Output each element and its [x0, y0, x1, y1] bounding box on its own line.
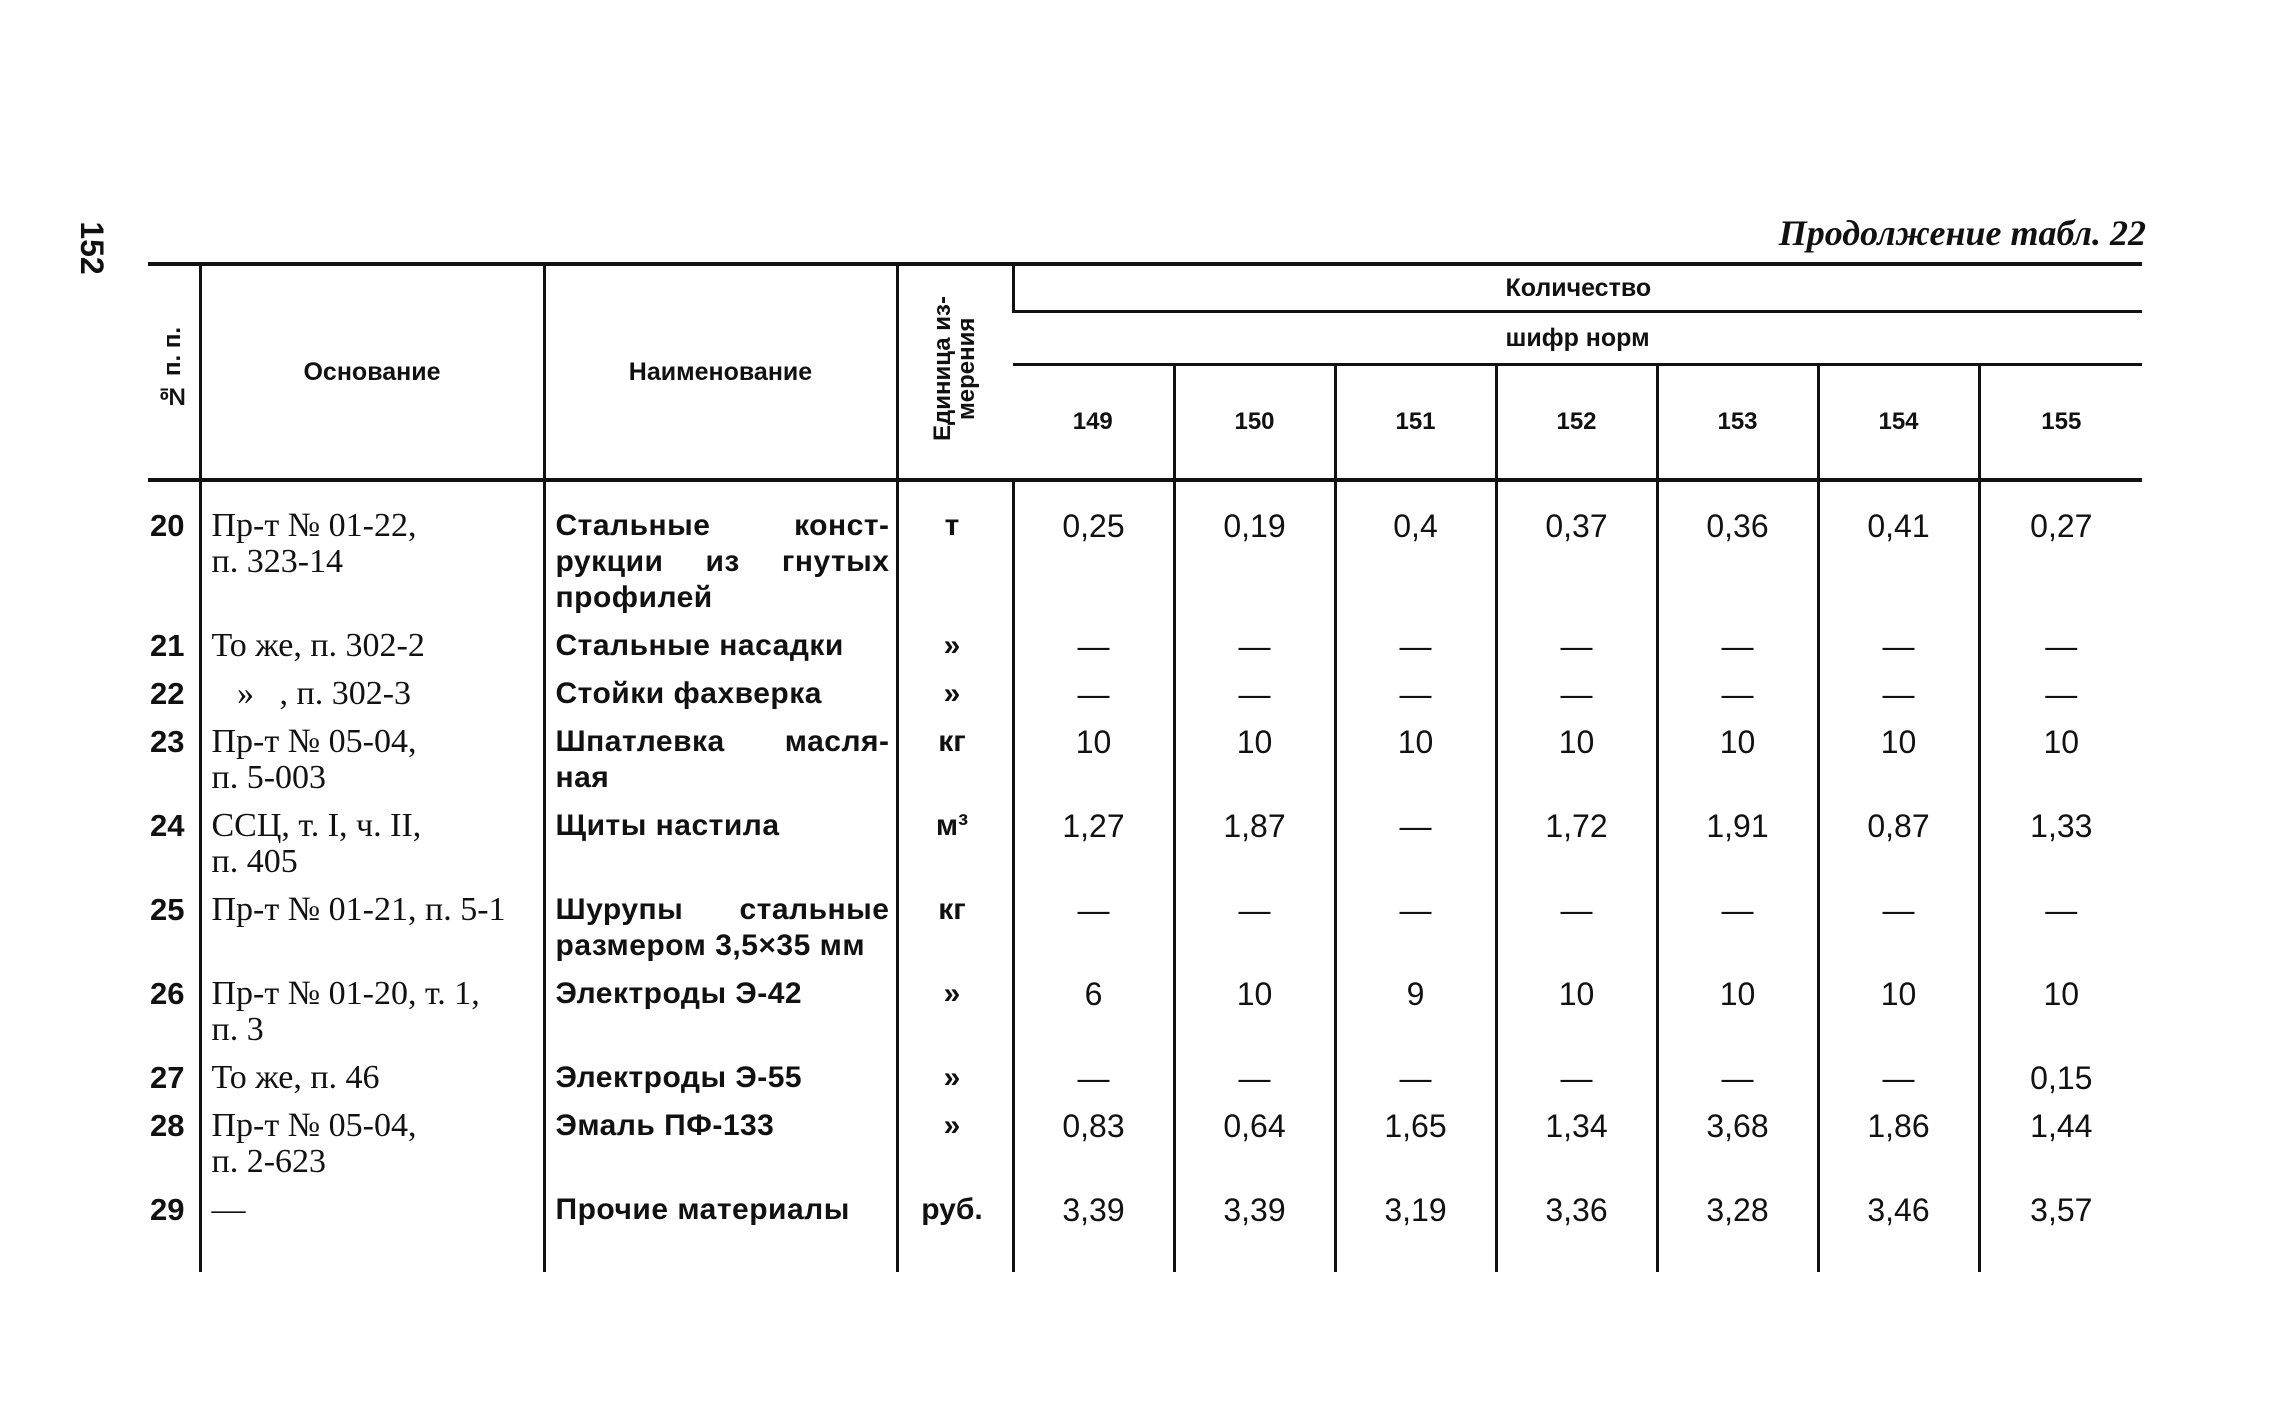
row-value-149: 1,27	[1013, 800, 1174, 884]
row-value-154: —	[1818, 884, 1979, 968]
row-base: —	[200, 1184, 544, 1232]
row-value-154: —	[1818, 620, 1979, 668]
row-value-153: —	[1657, 1052, 1818, 1100]
row-value-152: —	[1496, 1052, 1657, 1100]
row-value-149: 3,39	[1013, 1184, 1174, 1232]
row-unit: »	[897, 668, 1013, 716]
header-code-153: 153	[1657, 365, 1818, 481]
row-base: То же, п. 302-2	[200, 620, 544, 668]
row-value-151: 10	[1335, 716, 1496, 800]
row-value-152: 3,36	[1496, 1184, 1657, 1232]
row-value-150: 10	[1174, 968, 1335, 1052]
row-value-155: 10	[1979, 968, 2142, 1052]
row-value-150: —	[1174, 668, 1335, 716]
row-value-150: 10	[1174, 716, 1335, 800]
page-number: 152	[74, 221, 111, 275]
row-name: Электроды Э-42	[544, 968, 897, 1052]
row-base: То же, п. 46	[200, 1052, 544, 1100]
row-unit: »	[897, 1100, 1013, 1184]
row-number: 25	[150, 892, 185, 927]
table-spacer-cell	[1174, 1232, 1335, 1272]
row-value-154: 10	[1818, 716, 1979, 800]
header-code-149: 149	[1013, 365, 1174, 481]
row-value-152: 10	[1496, 968, 1657, 1052]
row-unit: т	[897, 480, 1013, 620]
table-spacer-cell	[1013, 1232, 1174, 1272]
row-number: 21	[150, 628, 185, 663]
table-row	[148, 480, 2142, 620]
table-spacer-cell	[1335, 1232, 1496, 1272]
header-norm-code: шифр норм	[1013, 312, 2142, 365]
row-name: Шурупы стальные размером 3,5×35 мм	[544, 884, 897, 968]
header-code-155: 155	[1979, 365, 2142, 481]
table-row	[148, 884, 2142, 968]
row-value-154: 0,41	[1818, 480, 1979, 620]
row-value-149: —	[1013, 620, 1174, 668]
row-value-151: 3,19	[1335, 1184, 1496, 1232]
row-value-155: 10	[1979, 716, 2142, 800]
row-value-152: —	[1496, 884, 1657, 968]
row-number: 23	[150, 724, 185, 759]
row-value-155: 1,44	[1979, 1100, 2142, 1184]
row-number: 24	[150, 808, 185, 843]
row-value-149: —	[1013, 884, 1174, 968]
row-name: Стойки фахверка	[544, 668, 897, 716]
row-value-153: 0,36	[1657, 480, 1818, 620]
row-value-149: —	[1013, 668, 1174, 716]
row-value-150: —	[1174, 620, 1335, 668]
header-number-label: № п. п.	[159, 327, 187, 410]
row-value-153: 10	[1657, 716, 1818, 800]
row-base: Пр-т № 01-21, п. 5-1	[200, 884, 544, 968]
row-base: Пр-т № 05-04, п. 2-623	[200, 1100, 544, 1184]
header-code-151: 151	[1335, 365, 1496, 481]
row-value-151: 0,4	[1335, 480, 1496, 620]
row-number: 29	[150, 1192, 185, 1227]
row-value-155: 0,15	[1979, 1052, 2142, 1100]
row-value-153: 10	[1657, 968, 1818, 1052]
row-number: 27	[150, 1060, 185, 1095]
row-value-152: 1,34	[1496, 1100, 1657, 1184]
row-value-152: —	[1496, 620, 1657, 668]
table-spacer-cell	[1496, 1232, 1657, 1272]
row-name: Стальные насадки	[544, 620, 897, 668]
materials-norm-table	[148, 262, 2142, 1272]
row-value-149: 0,83	[1013, 1100, 1174, 1184]
table-row	[148, 968, 2142, 1052]
row-name: Эмаль ПФ-133	[544, 1100, 897, 1184]
row-number: 26	[150, 976, 185, 1011]
row-unit: »	[897, 620, 1013, 668]
row-value-153: —	[1657, 668, 1818, 716]
row-number: 20	[150, 508, 185, 543]
table-row	[148, 1100, 2142, 1184]
header-number	[148, 264, 200, 480]
table-spacer-cell	[200, 1232, 544, 1272]
row-unit: м³	[897, 800, 1013, 884]
row-value-151: —	[1335, 800, 1496, 884]
row-value-149: —	[1013, 1052, 1174, 1100]
table-row	[148, 1184, 2142, 1232]
table-spacer-cell	[1818, 1232, 1979, 1272]
header-unit	[897, 264, 1013, 480]
row-name: Электроды Э-55	[544, 1052, 897, 1100]
row-value-151: 9	[1335, 968, 1496, 1052]
row-value-154: 0,87	[1818, 800, 1979, 884]
row-value-150: 1,87	[1174, 800, 1335, 884]
row-value-155: 1,33	[1979, 800, 2142, 884]
table-spacer-cell	[1657, 1232, 1818, 1272]
table-spacer-cell	[148, 1232, 200, 1272]
row-base: Пр-т № 01-20, т. 1, п. 3	[200, 968, 544, 1052]
row-value-150: —	[1174, 884, 1335, 968]
row-unit: »	[897, 1052, 1013, 1100]
row-value-155: —	[1979, 884, 2142, 968]
row-base: Пр-т № 01-22, п. 323-14	[200, 480, 544, 620]
row-value-154: —	[1818, 1052, 1979, 1100]
row-value-150: —	[1174, 1052, 1335, 1100]
row-name: Стальные конст-рукции из гнутых профилей	[544, 480, 897, 620]
row-base: » , п. 302-3	[200, 668, 544, 716]
table-spacer-cell	[544, 1232, 897, 1272]
row-value-155: 3,57	[1979, 1184, 2142, 1232]
table-spacer-cell	[897, 1232, 1013, 1272]
row-value-155: —	[1979, 668, 2142, 716]
table-row	[148, 668, 2142, 716]
row-value-150: 0,64	[1174, 1100, 1335, 1184]
row-value-149: 0,25	[1013, 480, 1174, 620]
table-spacer-cell	[1979, 1232, 2142, 1272]
row-base: Пр-т № 05-04, п. 5-003	[200, 716, 544, 800]
row-value-153: 1,91	[1657, 800, 1818, 884]
row-unit: »	[897, 968, 1013, 1052]
row-value-154: 1,86	[1818, 1100, 1979, 1184]
row-value-151: 1,65	[1335, 1100, 1496, 1184]
row-value-153: 3,68	[1657, 1100, 1818, 1184]
row-value-154: —	[1818, 668, 1979, 716]
row-value-152: —	[1496, 668, 1657, 716]
row-number: 28	[150, 1108, 185, 1143]
row-value-149: 6	[1013, 968, 1174, 1052]
table-row	[148, 716, 2142, 800]
header-code-152: 152	[1496, 365, 1657, 481]
table-row	[148, 800, 2142, 884]
table-row	[148, 1052, 2142, 1100]
header-name: Наименование	[544, 264, 897, 480]
row-value-154: 3,46	[1818, 1184, 1979, 1232]
row-value-155: 0,27	[1979, 480, 2142, 620]
header-code-150: 150	[1174, 365, 1335, 481]
row-name: Щиты настила	[544, 800, 897, 884]
row-unit: кг	[897, 716, 1013, 800]
row-value-153: —	[1657, 884, 1818, 968]
row-number: 22	[150, 676, 185, 711]
row-value-152: 1,72	[1496, 800, 1657, 884]
row-value-151: —	[1335, 884, 1496, 968]
row-name: Прочие материалы	[544, 1184, 897, 1232]
row-value-151: —	[1335, 1052, 1496, 1100]
row-unit: кг	[897, 884, 1013, 968]
row-value-151: —	[1335, 620, 1496, 668]
header-base: Основание	[200, 264, 544, 480]
header-unit-label: Единица из-мерения	[929, 296, 980, 441]
row-value-152: 10	[1496, 716, 1657, 800]
row-name: Шпатлевка масля-ная	[544, 716, 897, 800]
row-value-152: 0,37	[1496, 480, 1657, 620]
row-value-149: 10	[1013, 716, 1174, 800]
row-value-150: 3,39	[1174, 1184, 1335, 1232]
row-value-153: 3,28	[1657, 1184, 1818, 1232]
row-unit: руб.	[897, 1184, 1013, 1232]
table-continuation-caption: Продолжение табл. 22	[1778, 213, 2146, 253]
row-base: ССЦ, т. I, ч. II, п. 405	[200, 800, 544, 884]
row-value-154: 10	[1818, 968, 1979, 1052]
table-row	[148, 620, 2142, 668]
header-code-154: 154	[1818, 365, 1979, 481]
row-value-153: —	[1657, 620, 1818, 668]
row-value-151: —	[1335, 668, 1496, 716]
header-quantity: Количество	[1013, 264, 2142, 312]
row-value-150: 0,19	[1174, 480, 1335, 620]
row-value-155: —	[1979, 620, 2142, 668]
